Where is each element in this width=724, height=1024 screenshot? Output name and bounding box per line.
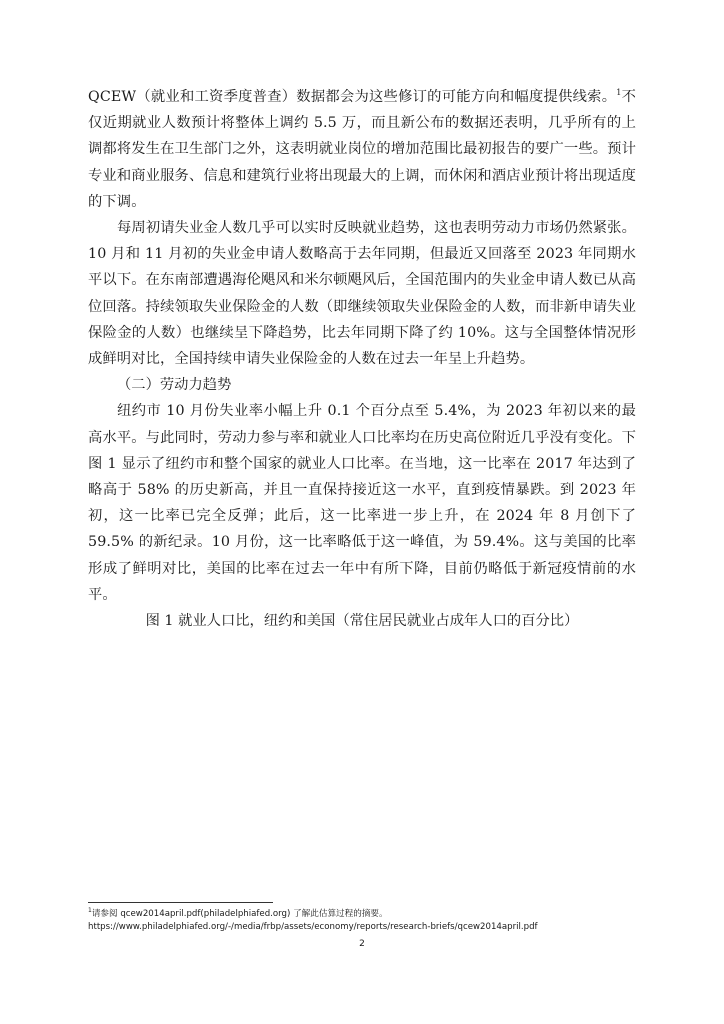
paragraph-jobless-claims: 每周初请失业金人数几乎可以实时反映就业趋势，这也表明劳动力市场仍然紧张。10 月和 11 月初的失业金申请人数略高于去年同期，但最近又回落至 2023 年同期水平以下。在东南部遭遇海伦飓风和米尔顿飓风后，全国范围内的失业金申请人数已从高位回落。持续领取失业保险金的人数（即继续领取失业保险金的人数，而非新申请失业保险金的人数）也继续呈下降趋势，比去年同期下降了约 10%。这与全国整体情况形成鲜明对比，全国持续申请失业保险金的人数在过去一年呈上升趋势。	[88, 220, 636, 368]
paragraph-unemployment-rate: 纽约市 10 月份失业率小幅上升 0.1 个百分点至 5.4%，为 2023 年初以来的最高水平。与此同时，劳动力参与率和就业人口比率均在历史高位附近几乎没有变化。下图 1 显示了纽约市和整个国家的就业人口比率。在当地，这一比率在 2017 年达到了略高于 58% 的历史新高，并且一直保持接近这一水平，直到疫情暴跌。到 2023 年初，这一比率已完全反弹；此后，这一比率进一步上升，在 2024 年 8 月创下了 59.5% 的新纪录。10 月份，这一比率略低于这一峰值，为 59.4%。这与美国的比率形成了鲜明对比，美国的比率在过去一年中有所下降，目前仍略低于新冠疫情前的水平。	[88, 403, 636, 603]
paragraph-qcew-revisions	[88, 84, 636, 215]
footnote-line	[88, 908, 648, 921]
footnote-link[interactable]: https://www.philadelphiafed.org/-/media/frbp/assets/economy/reports/research-briefs/qcew2014april.pdf	[88, 922, 538, 932]
footnote-mark: 1	[88, 907, 92, 915]
footnote-reference[interactable]: 1	[616, 88, 622, 98]
page-body	[88, 84, 636, 634]
footnote-divider	[88, 902, 273, 903]
paragraph-text: 不仅近期就业人数预计将整体上调约 5.5 万，而且新公布的数据还表明，几乎所有的上调都将发生在卫生部门之外，这表明就业岗位的增加范围比最初报告的要广一些。预计专业和商业服务、信息和建筑行业将出现最大的上调，而休闲和酒店业预计将出现适度的下调。	[88, 89, 636, 210]
paragraph-text: QCEW（就业和工资季度普查）数据都会为这些修订的可能方向和幅度提供线索。	[88, 89, 617, 105]
page-number: 2	[359, 939, 365, 949]
figure-caption: 图 1 就业人口比，纽约和美国（常住居民就业占成年人口的百分比）	[145, 613, 579, 630]
section-heading-labor-trends: （二）劳动力趋势	[117, 377, 232, 394]
footnote-text: 请参阅 qcew2014april.pdf(philadelphiafed.org) 了解此估算过程的摘要。	[91, 909, 388, 919]
footnote	[88, 908, 648, 934]
